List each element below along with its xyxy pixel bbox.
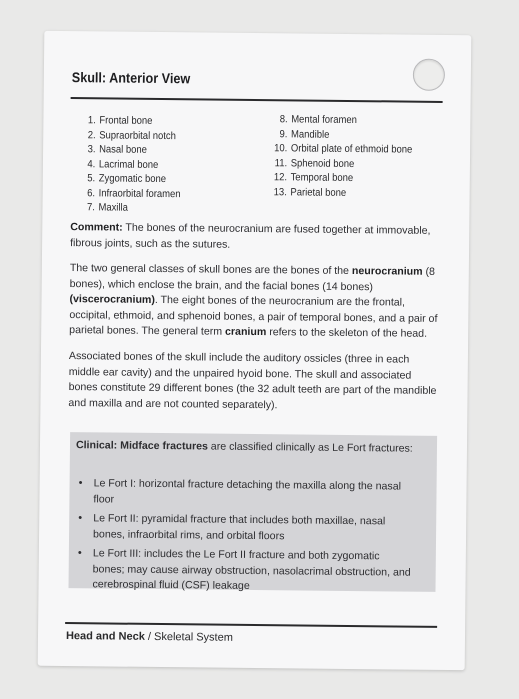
bullet-icon: • <box>78 512 83 525</box>
card-title: Skull: Anterior View <box>71 69 191 87</box>
footer-subsection: Skeletal System <box>153 630 233 644</box>
le-fort-list <box>74 476 413 600</box>
list-item: 8. Mental foramen <box>279 113 357 127</box>
list-item: • Le Fort II: pyramidal fracture that includes both maxillae, nasal bones, infraorbital rims, and orbital floors <box>78 512 386 542</box>
footer: Head and Neck / Skeletal System <box>65 630 233 644</box>
flash-card <box>38 31 472 670</box>
associated-bones-paragraph: Associated bones of the skull include the auditory ossicles (three in each middle ear cavity) and the unpaired hyoid bone. The skull and associated bones constitute 29 different bones (the 32 adult teeth are part of the mandible and maxilla and are not counted separately). <box>68 350 437 411</box>
punch-hole <box>413 59 445 91</box>
clinical-box <box>69 432 438 592</box>
list-item: 5. Zygomatic bone <box>87 172 167 186</box>
list-item: 6. Infraorbital foramen <box>87 186 181 200</box>
list-item: 3. Nasal bone <box>87 143 147 156</box>
list-item: 9. Mandible <box>279 127 330 141</box>
title-rule <box>71 97 443 102</box>
list-item: 7. Maxilla <box>86 201 128 214</box>
list-item: 4. Lacrimal bone <box>87 157 159 171</box>
footer-section: Head and Neck <box>65 630 145 643</box>
list-item: • Le Fort III: includes the Le Fort II fracture and both zygomatic bones; may cause airway obstruction, nasolacrimal obstruction, and cerebrospinal fluid (CSF) leakage <box>77 547 411 592</box>
list-item: 13. Parietal bone <box>273 185 347 199</box>
label-list-right <box>271 112 429 201</box>
bullet-icon: • <box>78 477 83 490</box>
list-item: 12. Temporal bone <box>273 171 354 185</box>
bullet-icon: • <box>77 547 82 560</box>
list-item: 1. Frontal bone <box>87 114 153 127</box>
list-item: 10. Orbital plate of ethmoid bone <box>274 142 413 156</box>
list-item: • Le Fort I: horizontal fracture detaching the maxilla along the nasal floor <box>78 477 402 506</box>
list-item: 2. Supraorbital notch <box>87 128 177 142</box>
clinical-intro: Clinical: Midface fractures are classified clinically as Le Fort fractures: <box>75 439 413 455</box>
comment-paragraph: Comment: The bones of the neurocranium are fused together at immovable, fibrous joints, such as the sutures. <box>70 221 431 251</box>
list-item: 11. Sphenoid bone <box>274 156 355 170</box>
bone-classes-paragraph: The two general classes of skull bones are the bones of the neurocranium (8 bones), which enclose the brain, and the facial bones (14 bones) (viscerocranium). The eight bones of the neurocranium are the frontal, occipital, ethmoid, and sphenoid bones, a pair of temporal bones, and a pair of parietal bones. The general term cranium refers to the skeleton of the head. <box>69 262 438 340</box>
footer-rule <box>65 622 437 627</box>
comment-label: Comment: <box>70 221 123 234</box>
label-list-left <box>80 113 192 216</box>
